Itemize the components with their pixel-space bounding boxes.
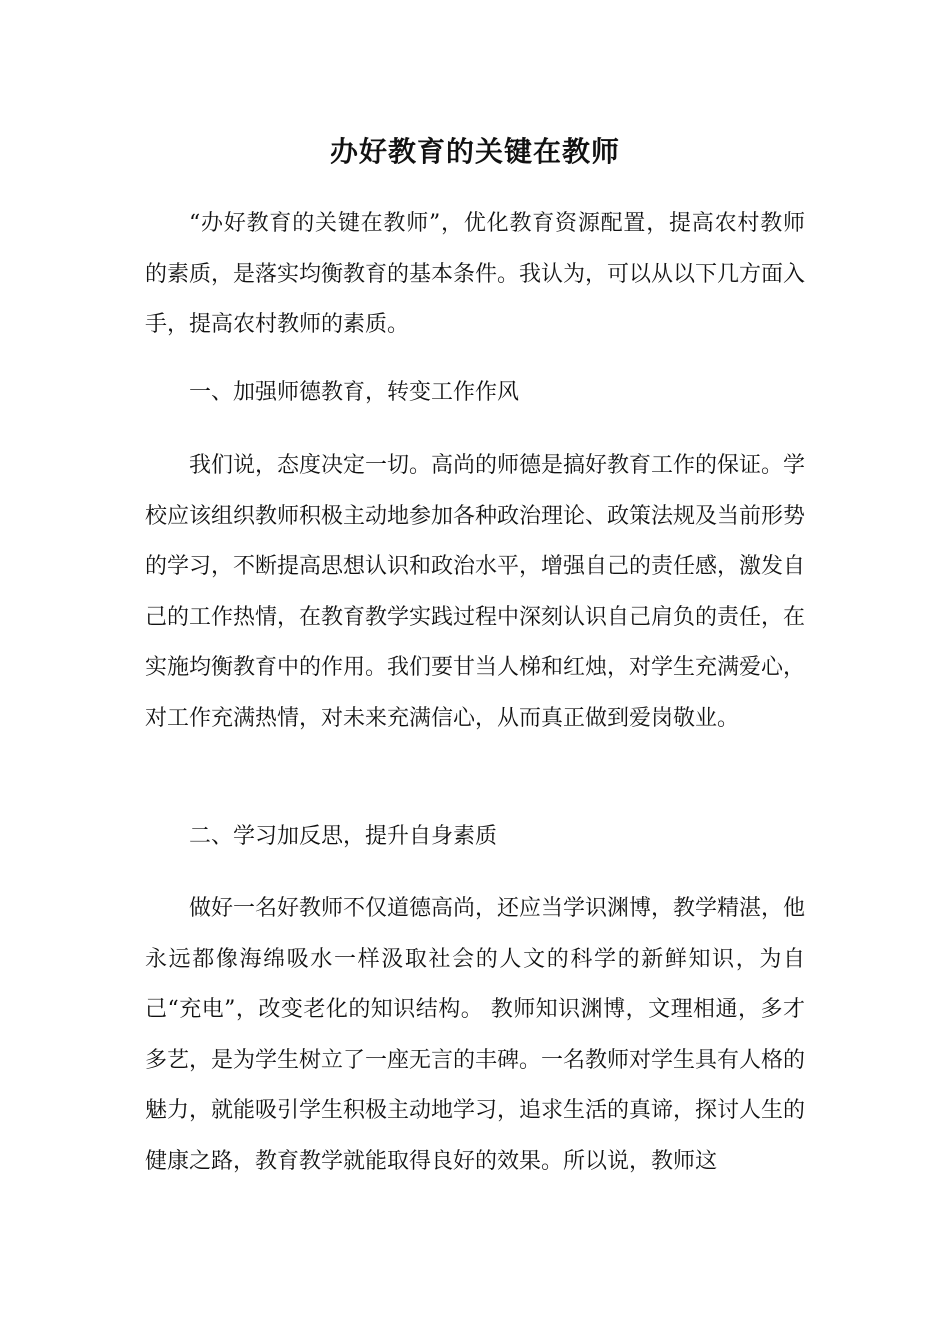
section1-body-block <box>145 441 805 744</box>
section2-paragraph: 做好一名好教师不仅道德高尚，还应当学识渊博，教学精湛，他永远都像海绵吸水一样汲取社会的人文的科学的新鲜知识，为自己“充电”，改变老化的知识结构。 教师知识渊博，文理相通，多才多艺，是为学生树立了一座无言的丰碑。一名教师对学生具有人格的魅力，就能吸引学生积极主动地学习，追求生活的真谛，探讨人生的健康之路，教育教学就能取得良好的效果。所以说，教师这 <box>145 896 806 1174</box>
section1-heading-block <box>145 368 805 419</box>
section1-heading: 一、加强师德教育，转变工作作风 <box>189 380 520 405</box>
section1-paragraph: 我们说，态度决定一切。高尚的师德是搞好教育工作的保证。学校应该组织教师积极主动地参加各种政治理论、政策法规及当前形势的学习，不断提高思想认识和政治水平，增强自己的责任感，激发自己的工作热情，在教育教学实践过程中深刻认识自己肩负的责任，在实施均衡教育中的作用。我们要甘当人梯和红烛，对学生充满爱心，对工作充满热情，对未来充满信心，从而真正做到爱岗敬业。 <box>145 453 806 731</box>
intro-paragraph: “办好教育的关键在教师”，优化教育资源配置，提高农村教师的素质，是落实均衡教育的基本条件。我认为，可以从以下几方面入手，提高农村教师的素质。 <box>145 211 806 337</box>
document-title: 办好教育的关键在教师 <box>329 135 620 168</box>
section2-heading-block <box>145 812 805 863</box>
section2-body-block <box>145 884 805 1187</box>
intro-block <box>145 199 805 351</box>
section2-heading: 二、学习加反思，提升自身素质 <box>189 824 498 849</box>
